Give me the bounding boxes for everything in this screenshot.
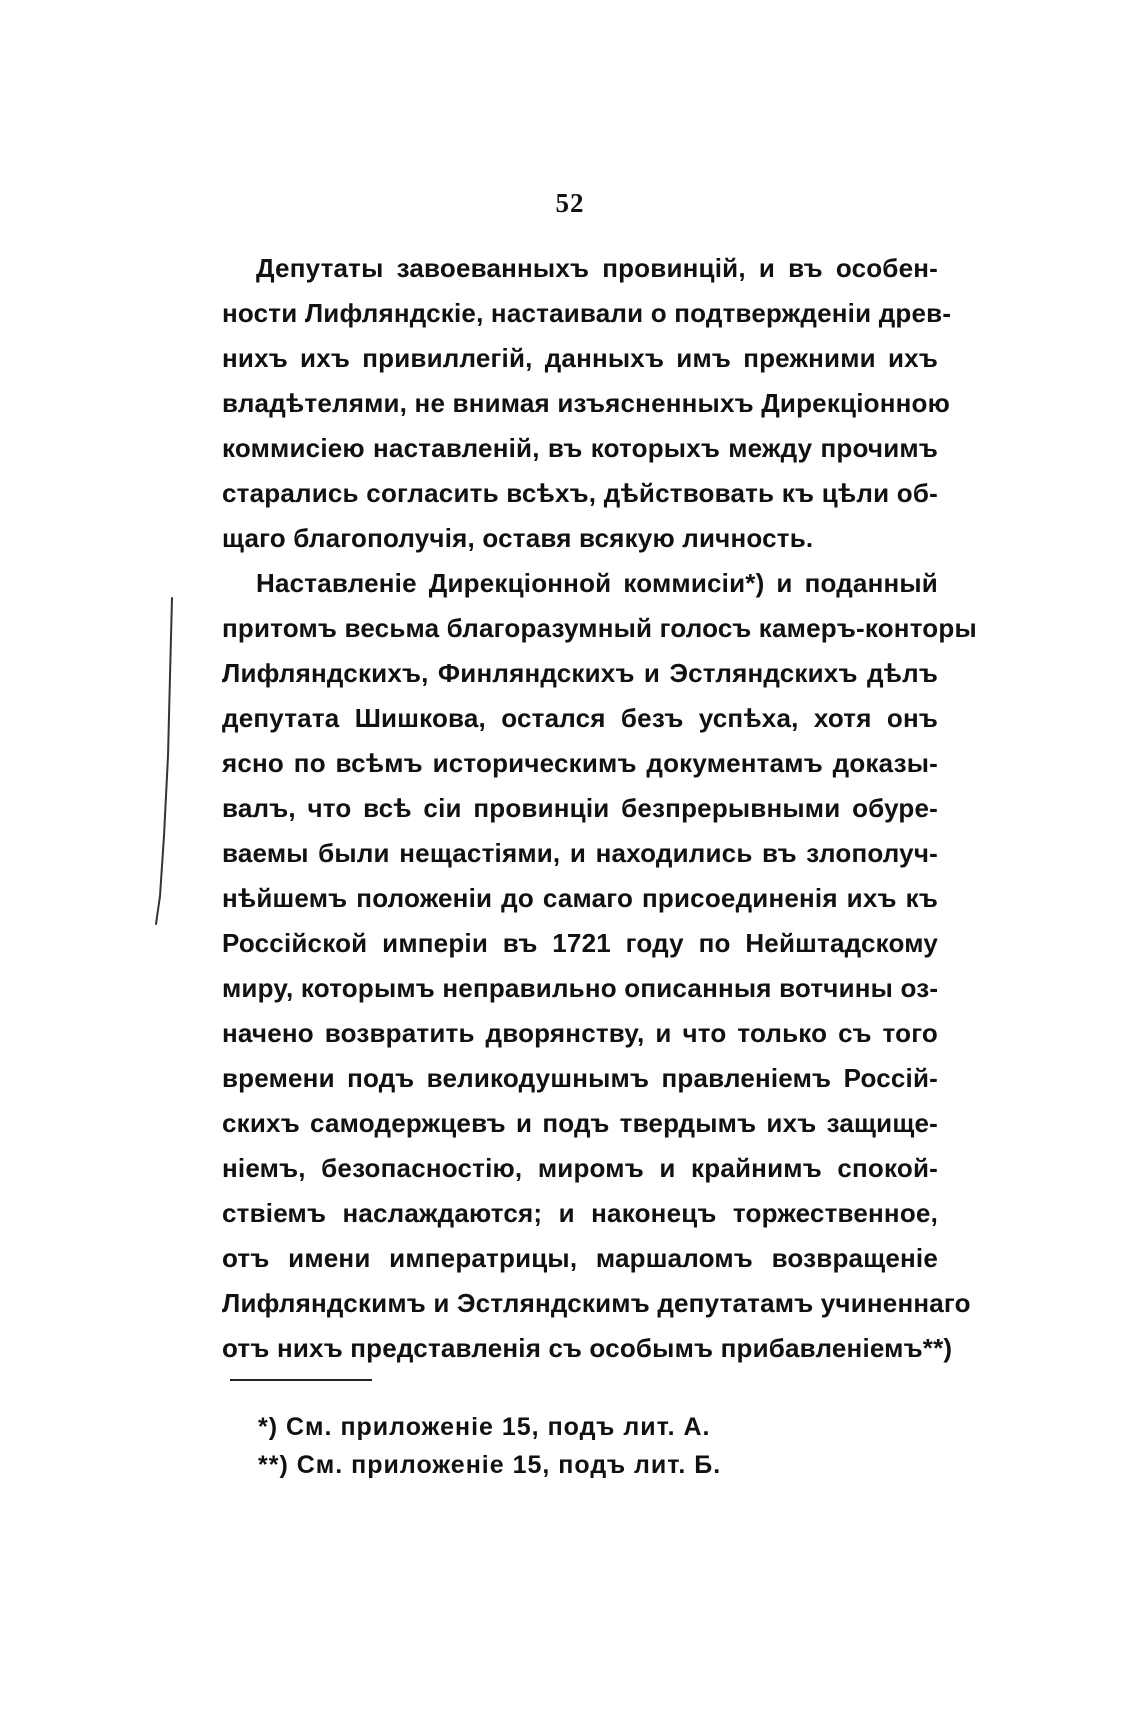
text-line: депутата Шишкова, остался безъ успѣха, хотя онъ (222, 703, 938, 733)
text-line: Лифляндскихъ, Финляндскихъ и Эстляндскихъ дѣлъ (222, 658, 938, 688)
text-line: щаго благополучія, оставя всякую личность. (222, 523, 814, 553)
text-line: Наставленіе Дирекціонной коммисіи*) и поданный (256, 568, 938, 598)
text-line: Россійской имперіи въ 1721 году по Нейштадскому (222, 928, 938, 958)
text-line: отъ имени императрицы, маршаломъ возвращеніе (222, 1243, 938, 1273)
text-line: ности Лифляндскіе, настаивали о подтвержденіи древ- (222, 298, 952, 328)
text-line: начено возвратить дворянству, и что только съ того (222, 1018, 938, 1048)
text-line: нихъ ихъ привиллегій, данныхъ имъ прежними ихъ (222, 343, 938, 373)
text-line: ствіемъ наслаждаются; и наконецъ торжественное, (222, 1198, 938, 1228)
body-text (222, 246, 977, 1371)
paragraph-1 (222, 246, 952, 561)
text-line: миру, которымъ неправильно описанныя вотчины оз- (222, 973, 939, 1003)
text-line: ваемы были нещастіями, и находились въ злополуч- (222, 838, 938, 868)
text-line: отъ нихъ представленія съ особымъ прибавленіемъ**) (222, 1333, 953, 1363)
footnote-2: **) См. приложеніе 15, подъ лит. Б. (258, 1451, 722, 1479)
text-line: владѣтелями, не внимая изъясненныхъ Дирекціонною (222, 388, 951, 418)
footnote-1: *) См. приложеніе 15, подъ лит. А. (258, 1413, 711, 1441)
page-number: 52 (555, 188, 585, 218)
paragraph-2 (222, 561, 977, 1371)
text-line: ніемъ, безопасностію, миромъ и крайнимъ спокой- (222, 1153, 938, 1183)
text-line: Лифляндскимъ и Эстляндскимъ депутатамъ учиненнаго (222, 1288, 971, 1318)
text-line: времени подъ великодушнымъ правленіемъ Россій- (222, 1063, 938, 1093)
margin-pencil-mark (140, 596, 190, 926)
text-line: Депутаты завоеванныхъ провинцій, и въ особен- (256, 253, 938, 283)
text-line: ясно по всѣмъ историческимъ документамъ доказы- (222, 748, 938, 778)
text-line: нѣйшемъ положеніи до самаго присоединенія ихъ къ (222, 883, 938, 913)
text-line: притомъ весьма благоразумный голосъ камеръ-конторы (222, 613, 977, 643)
text-line: старались согласить всѣхъ, дѣйствовать къ цѣли об- (222, 478, 938, 508)
footnote-separator (230, 1379, 372, 1381)
footnotes (258, 1408, 758, 1484)
text-line: скихъ самодержцевъ и подъ твердымъ ихъ защище- (222, 1108, 938, 1138)
text-line: валъ, что всѣ сіи провинціи безпрерывными обуре- (222, 793, 938, 823)
text-line: коммисіею наставленій, въ которыхъ между прочимъ (222, 433, 938, 463)
